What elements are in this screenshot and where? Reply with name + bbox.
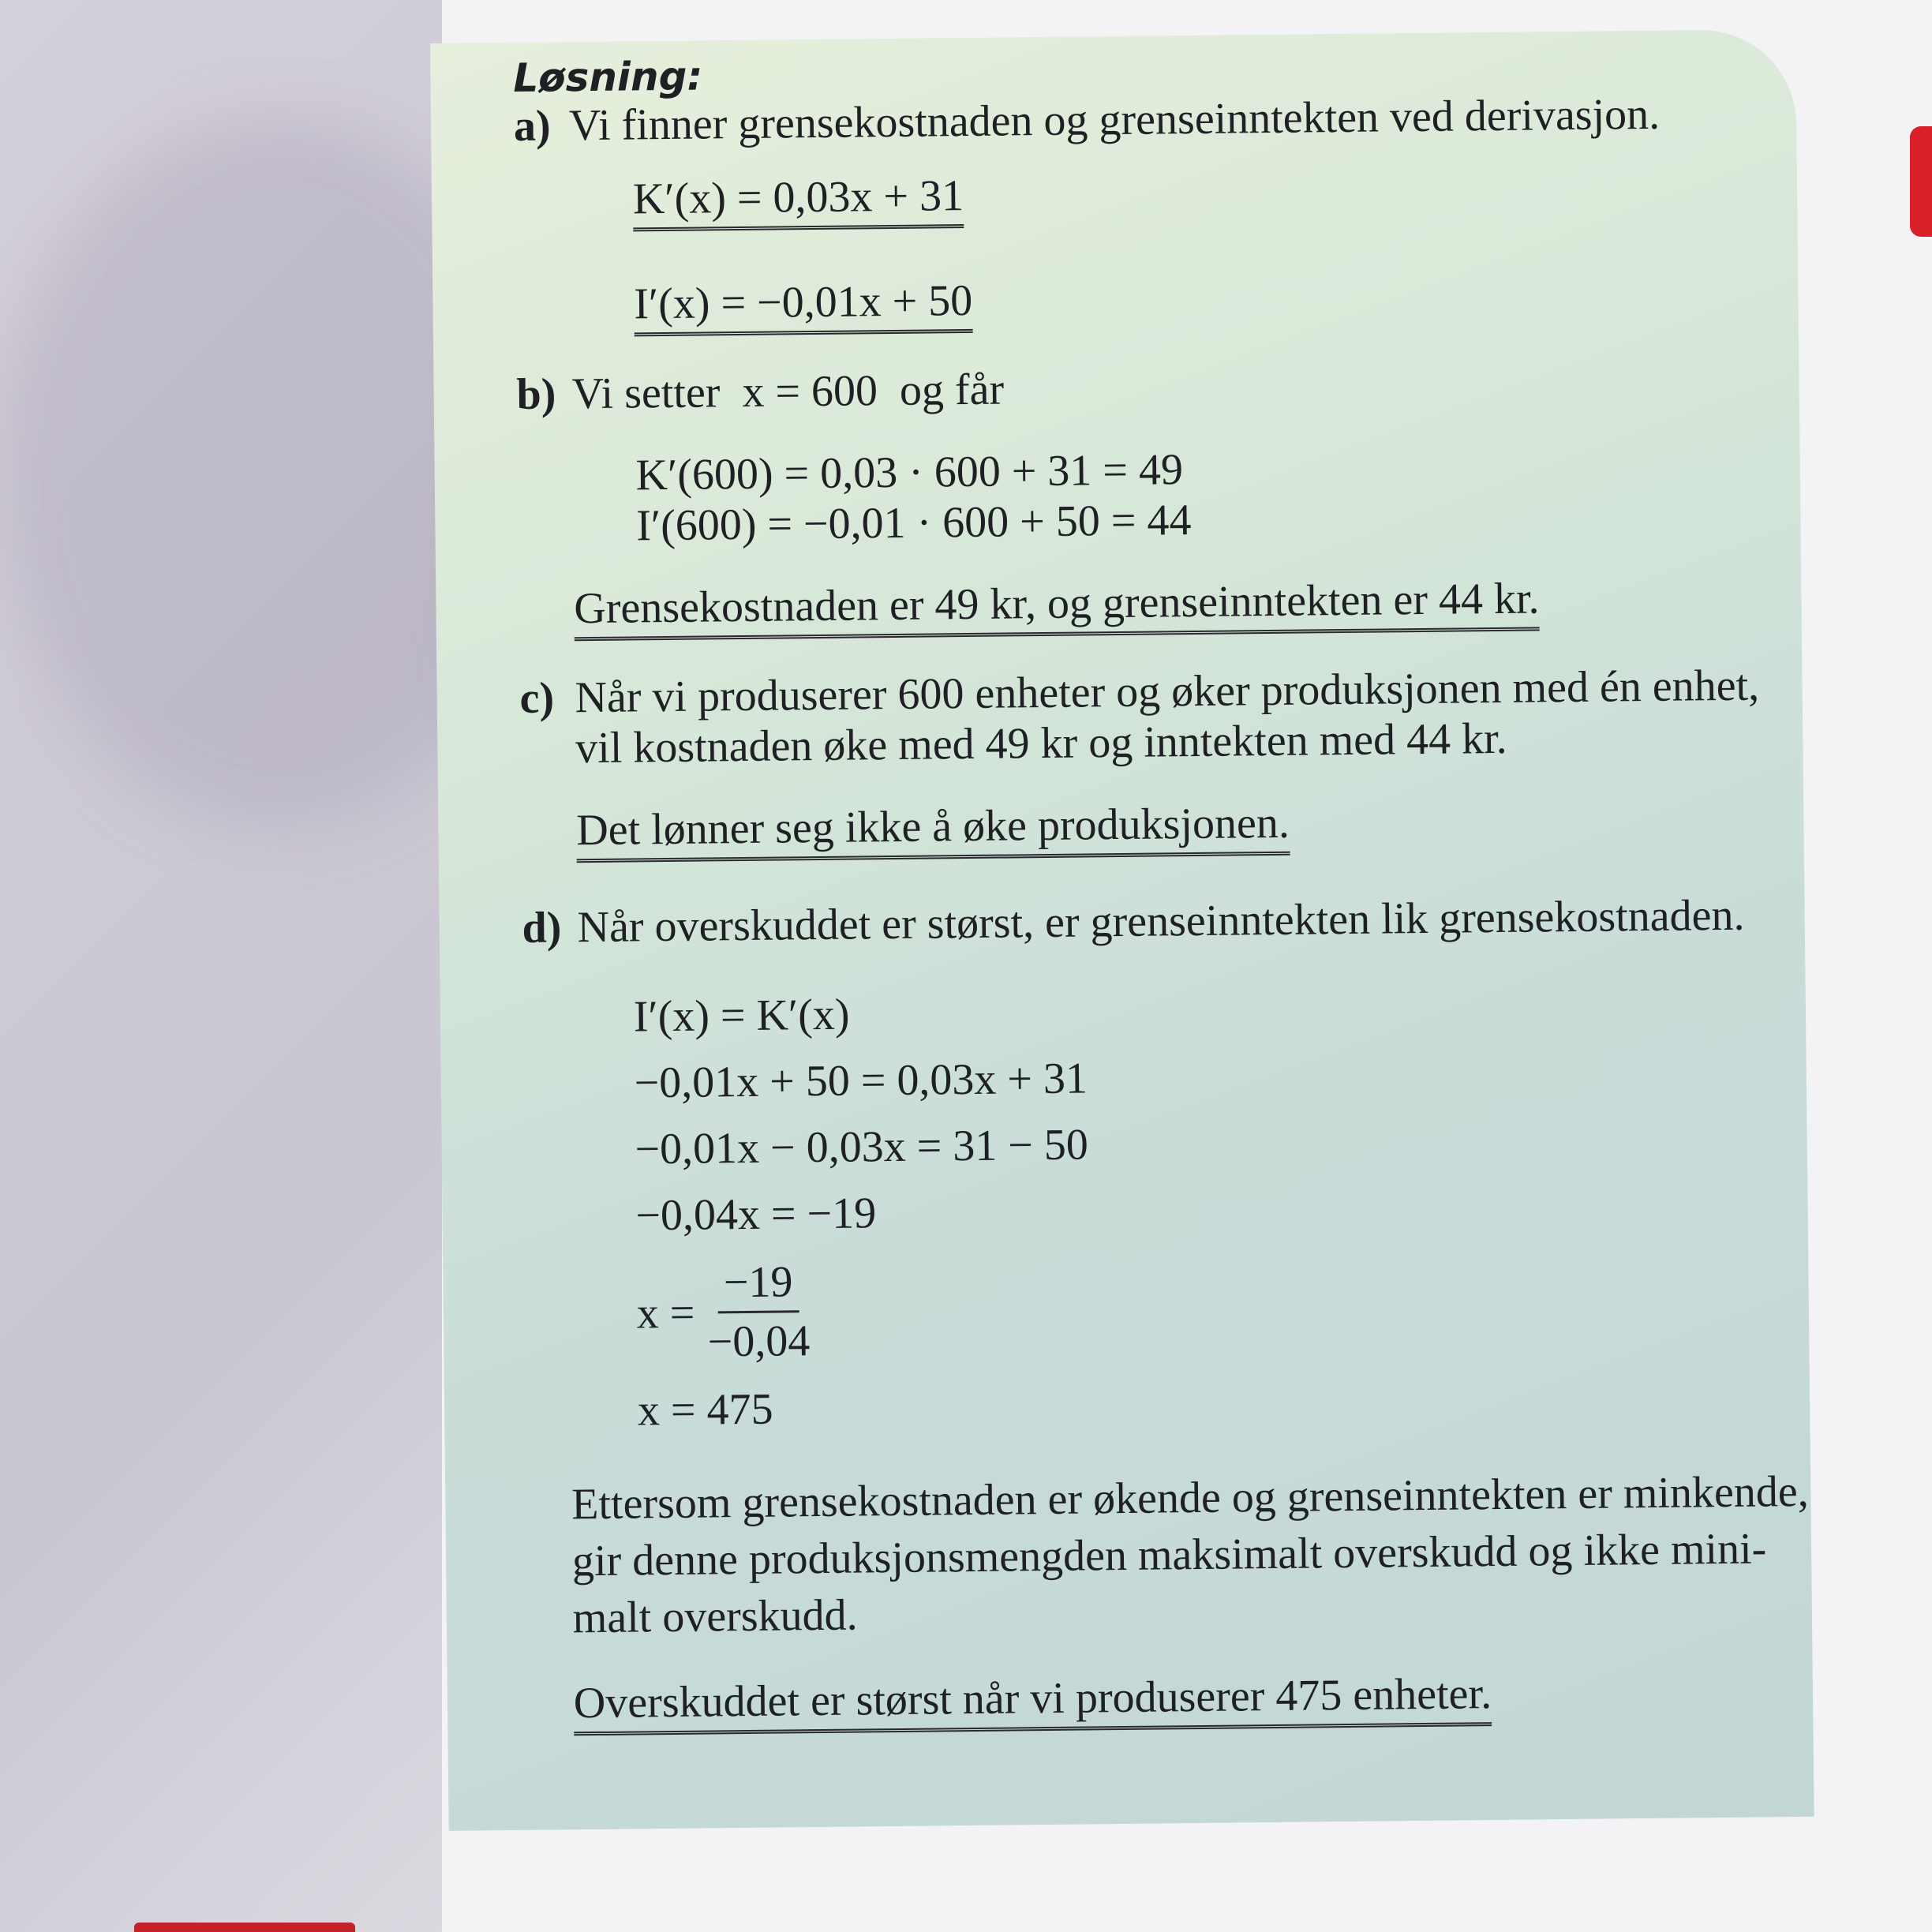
part-d-step-3: −0,01x − 0,03x = 31 − 50 — [635, 1120, 1089, 1174]
red-page-tab — [1910, 126, 1932, 237]
part-a-eq2 — [634, 267, 1795, 336]
red-footer-strip — [134, 1923, 355, 1932]
part-d — [522, 889, 1801, 953]
part-b-conclusion — [574, 571, 1798, 641]
part-b — [516, 356, 1795, 420]
part-c-line1: Når vi produserer 600 enheter og øker produksjonen med én enhet, — [575, 661, 1760, 723]
part-b-eq1: K′(600) = 0,03 · 600 + 31 = 49 — [635, 445, 1184, 500]
part-d-frac-num: −19 — [717, 1255, 799, 1313]
part-c-conclusion — [576, 792, 1800, 863]
part-d-steps — [633, 972, 1806, 1443]
part-a-eq2-text: I′(x) = −0,01x + 50 — [634, 275, 973, 336]
part-d-paragraph — [571, 1463, 1808, 1646]
part-c-label: c) — [519, 673, 555, 723]
part-d-frac-lhs: x = — [636, 1288, 695, 1338]
part-a-eq1-text: K′(x) = 0,03x + 31 — [633, 170, 964, 231]
part-d-fraction-row — [636, 1245, 1805, 1369]
solution-content — [513, 42, 1809, 1736]
part-d-step-4: −0,04x = −19 — [635, 1189, 877, 1241]
part-d-fraction — [701, 1255, 817, 1369]
heading: Løsning: — [513, 53, 703, 101]
part-c-line2: vil kostnaden øke med 49 kr og inntekten med 44 kr. — [575, 713, 1507, 773]
part-a-label: a) — [513, 101, 551, 151]
part-b-text: Vi setter x = 600 og får — [571, 365, 1005, 419]
part-d-step-2: −0,01x + 50 = 0,03x + 31 — [634, 1054, 1088, 1108]
part-a-eq1 — [633, 162, 1794, 231]
part-b-eq2: I′(600) = −0,01 · 600 + 50 = 44 — [635, 496, 1192, 551]
part-d-text: Når overskuddet er størst, er grenseinntekten lik grensekostnaden. — [577, 890, 1745, 953]
part-d-step-1: I′(x) = K′(x) — [633, 990, 850, 1042]
part-b-conclusion-text: Grensekostnaden er 49 kr, og grenseinntekten er 44 kr. — [574, 573, 1540, 641]
part-d-conclusion-text: Overskuddet er størst når vi produserer 475 enheter. — [574, 1668, 1492, 1735]
part-d-para-2: gir denne produksjonsmengden maksimalt overskudd og ikke mini- — [571, 1524, 1767, 1586]
part-d-frac-den: −0,04 — [707, 1316, 811, 1367]
part-d-result: x = 475 — [637, 1384, 773, 1436]
part-d-para-1: Ettersom grensekostnaden er økende og grenseinntekten er minkende, — [571, 1466, 1809, 1530]
part-c-conclusion-text: Det lønner seg ikke å øke produksjonen. — [576, 798, 1290, 863]
part-a-text: Vi finner grensekostnaden og grenseinntekten ved derivasjon. — [568, 89, 1661, 151]
part-b-label: b) — [516, 369, 556, 419]
part-d-label: d) — [522, 903, 562, 953]
part-d-para-3: malt overskudd. — [572, 1590, 858, 1643]
